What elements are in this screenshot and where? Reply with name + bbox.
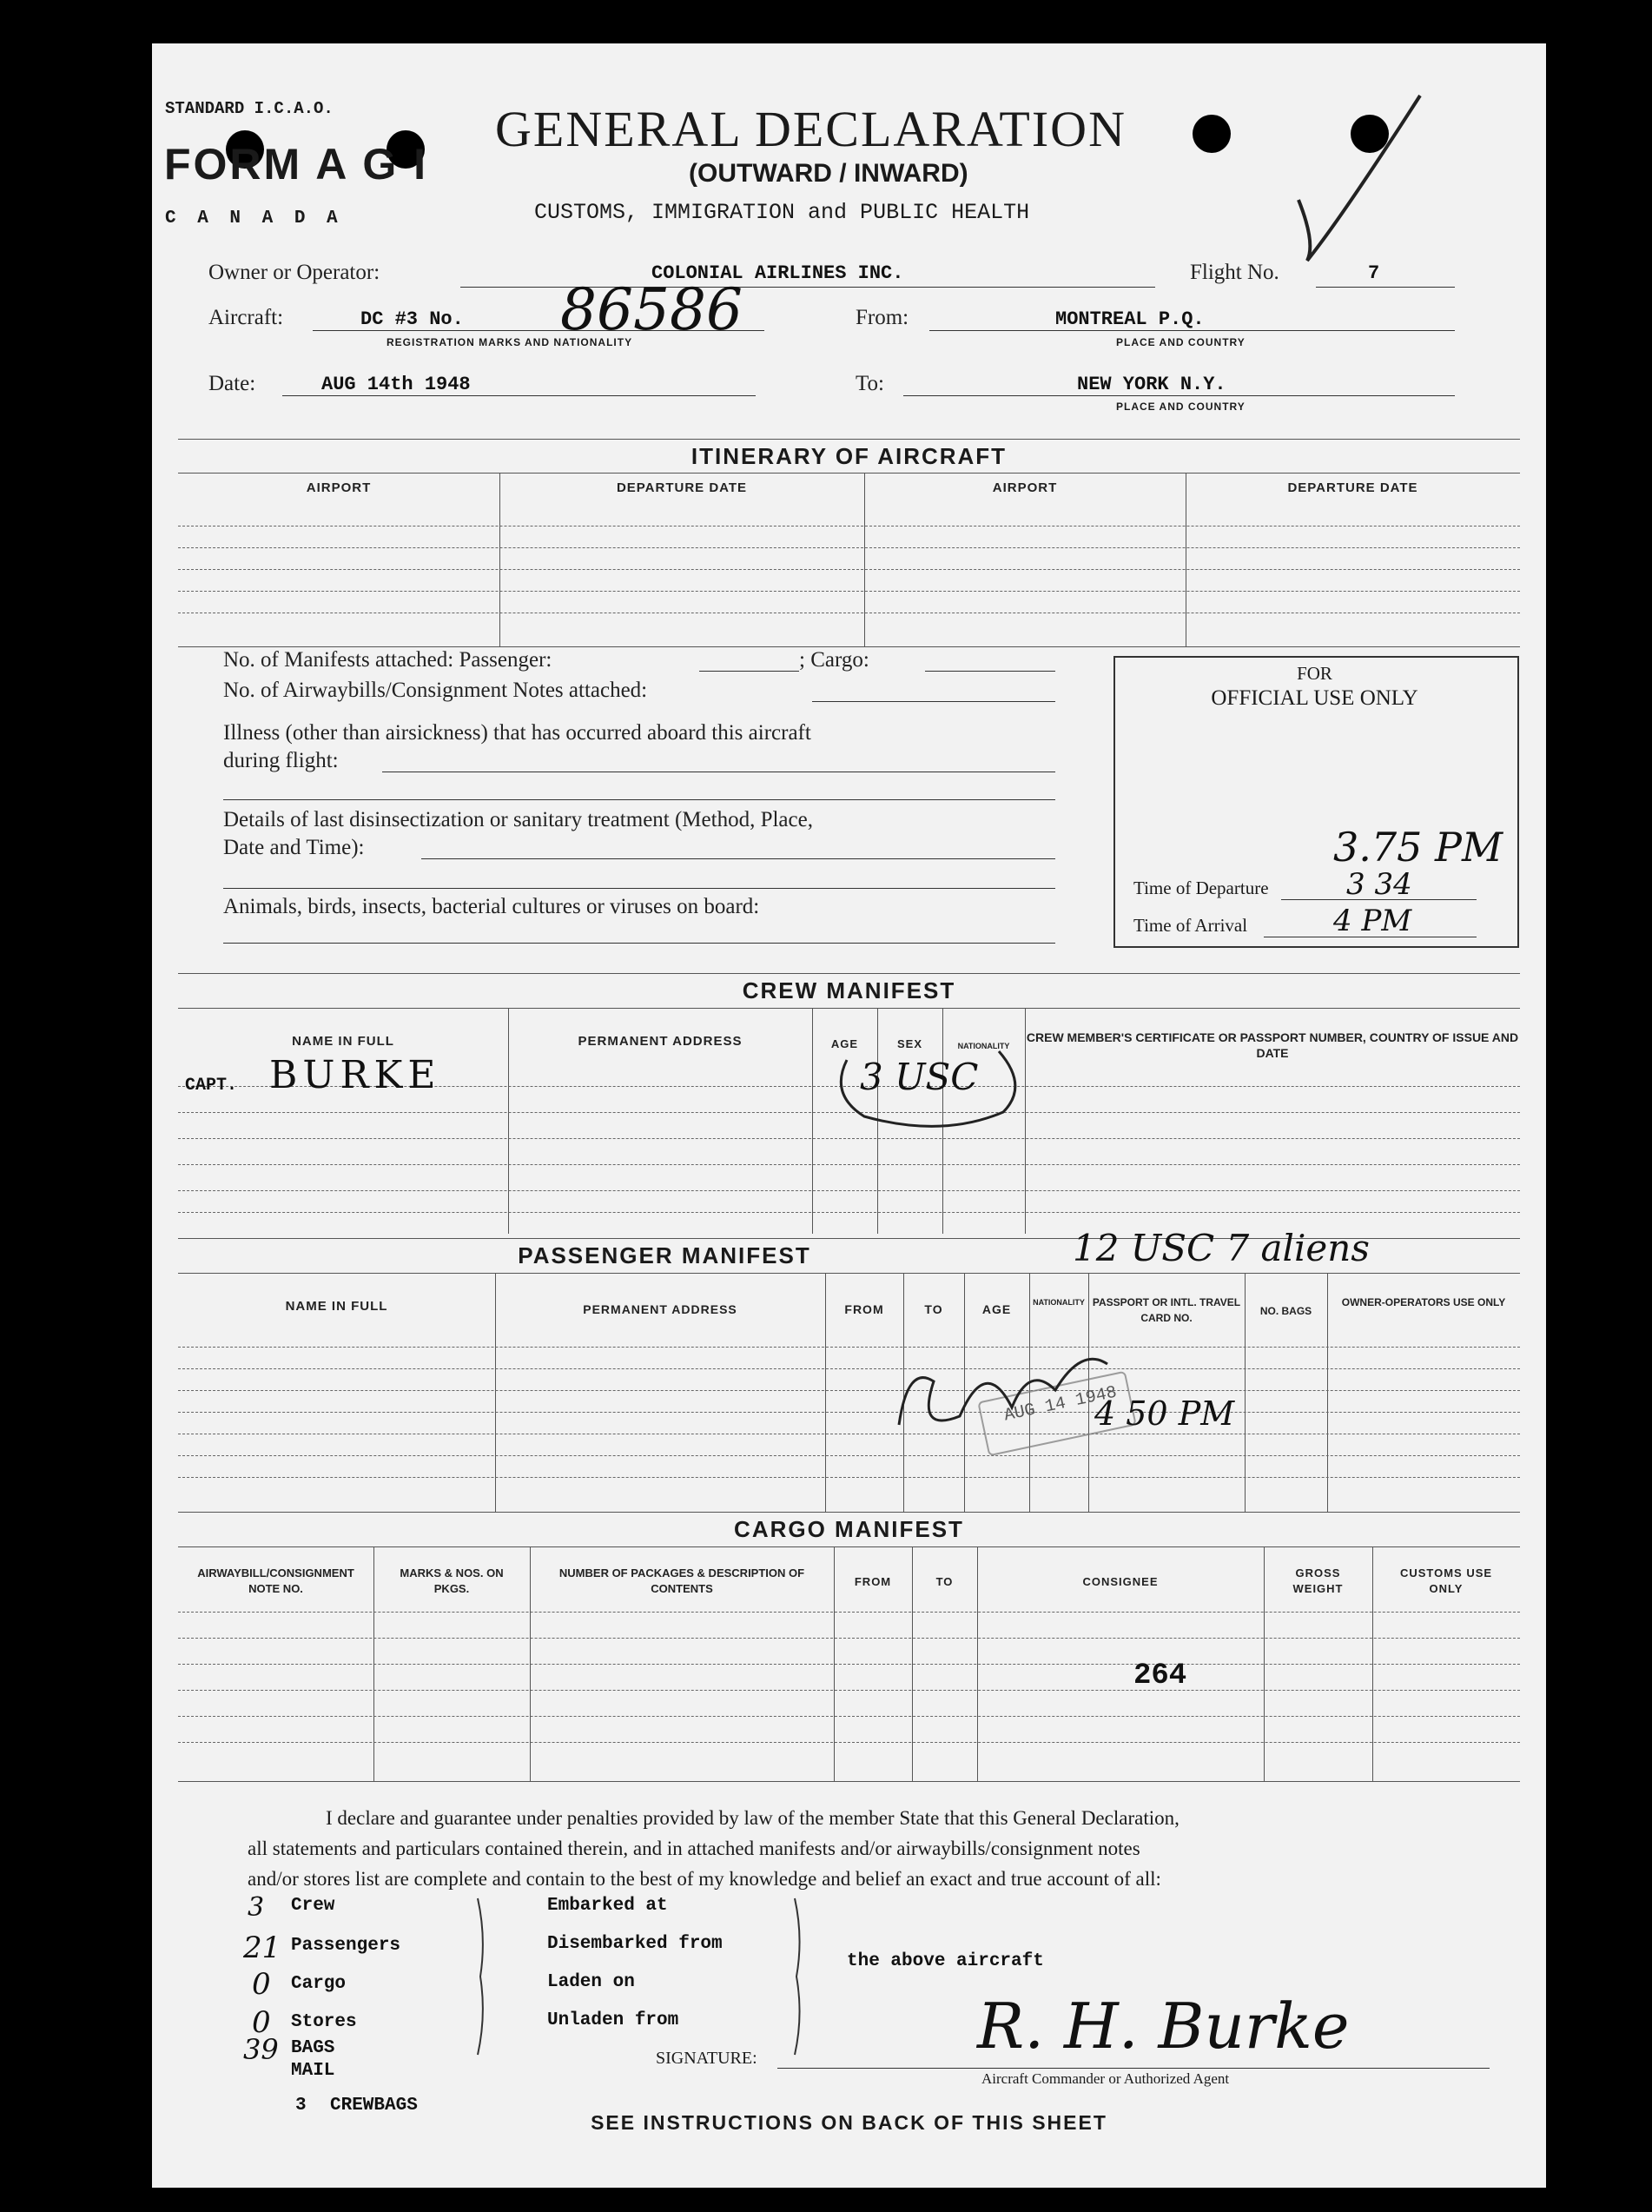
from-value: MONTREAL P.Q. [1055, 308, 1205, 330]
crew-label: Crew [291, 1896, 335, 1916]
country-label: C A N A D A [165, 209, 343, 228]
passenger-col-from: FROM [844, 1302, 884, 1316]
disembarked-label: Disembarked from [547, 1934, 723, 1954]
crew-count: 3 [248, 1892, 265, 1923]
left-brace-icon [473, 1894, 499, 2059]
crew-col-nationality: NATIONALITY [957, 1042, 1010, 1050]
date-label: Date: [208, 372, 256, 395]
crewbags-count: 3 [295, 2096, 307, 2116]
signature-value: R. H. Burke [977, 1990, 1350, 2063]
crew-col-age: AGE [830, 1037, 859, 1050]
passenger-col-nationality: NATIONALITY [1033, 1298, 1085, 1307]
passenger-col-bags: NO. BAGS [1259, 1305, 1312, 1317]
crew-col-address: PERMANENT ADDRESS [578, 1034, 743, 1049]
to-value: NEW YORK N.Y. [1077, 374, 1226, 395]
mail-label: MAIL [291, 2061, 335, 2081]
from-line [929, 330, 1455, 331]
passenger-col-age: AGE [981, 1302, 1012, 1316]
standard-label: STANDARD I.C.A.O. [165, 99, 334, 118]
aircraft-handwritten: 86586 [560, 276, 743, 343]
crew-col-certificate: CREW MEMBER'S CERTIFICATE OR PASSPORT NUMBER, COUNTRY OF ISSUE AND DATE [1026, 1030, 1519, 1060]
passenger-annotation: 12 USC 7 aliens [1073, 1227, 1370, 1269]
flight-value: 7 [1368, 262, 1380, 284]
passengers-label: Passengers [291, 1936, 401, 1956]
departure-time-label: Time of Departure [1133, 878, 1269, 898]
cargo-value: 264 [1133, 1659, 1187, 1692]
unladen-label: Unladen from [547, 2010, 679, 2030]
from-label: From: [856, 306, 909, 329]
signature-label: SIGNATURE: [656, 2049, 757, 2068]
crew-col-name: NAME IN FULL [292, 1034, 394, 1049]
to-label: To: [856, 372, 884, 395]
punch-hole [1193, 115, 1231, 153]
passenger-col-name: NAME IN FULL [285, 1299, 388, 1314]
direction-label: (OUTWARD / INWARD) [689, 159, 968, 188]
cargo-col-customs: CUSTOMS USE ONLY [1399, 1566, 1493, 1595]
cargo-col-to: TO [935, 1575, 954, 1588]
manifests-line-1a: No. of Manifests attached: Passenger: [223, 648, 552, 672]
aircraft-value: DC #3 No. [360, 308, 464, 330]
above-aircraft-label: the above aircraft [847, 1951, 1044, 1971]
bags-count: 39 [243, 2033, 279, 2066]
cargo-col-weight: GROSS WEIGHT [1292, 1566, 1344, 1595]
laden-label: Laden on [547, 1972, 635, 1992]
cargo-col-from: FROM [854, 1575, 892, 1588]
right-brace-icon [786, 1894, 812, 2059]
passenger-stamp-date: AUG 14 1948 [1002, 1382, 1119, 1427]
itinerary-col-departure-2: DEPARTURE DATE [1287, 480, 1418, 495]
flight-label: Flight No. [1190, 261, 1279, 284]
form-code: FORM A G I [164, 140, 429, 189]
passenger-col-passport: PASSPORT OR INTL. TRAVEL CARD NO. [1092, 1296, 1241, 1324]
flight-line [1316, 287, 1455, 288]
stores-count: 0 [252, 2005, 271, 2040]
cargo-col-airwaybill: AIRWAYBILL/CONSIGNMENT NOTE NO. [197, 1566, 354, 1595]
instructions-footer: SEE INSTRUCTIONS ON BACK OF THIS SHEET [591, 2111, 1107, 2134]
itinerary-col-airport-1: AIRPORT [306, 480, 372, 495]
crew-entry-name: BURKE [269, 1053, 441, 1097]
embarked-label: Embarked at [547, 1896, 668, 1916]
crew-col-sex: SEX [896, 1037, 922, 1050]
cargo-label: Cargo [291, 1974, 347, 1994]
signature-caption: Aircraft Commander or Authorized Agent [981, 2070, 1230, 2087]
cargo-title: CARGO MANIFEST [734, 1516, 964, 1542]
to-place-caption: PLACE AND COUNTRY [1116, 401, 1246, 413]
passengers-count: 21 [243, 1931, 281, 1965]
cargo-col-marks: MARKS & NOS. ON PKGS. [400, 1566, 504, 1595]
manifests-line-4b: Date and Time): [223, 836, 365, 859]
manifests-line-5: Animals, birds, insects, bacterial cultures or viruses on board: [223, 895, 760, 918]
cargo-count: 0 [252, 1967, 271, 2002]
official-for: FOR [1297, 663, 1332, 684]
official-handwritten-time: 3.75 PM [1333, 824, 1503, 871]
itinerary-col-departure-1: DEPARTURE DATE [616, 480, 748, 495]
declaration-line-2: all statements and particulars contained therein, and in attached manifests and/or airwaybills/consignment notes [248, 1838, 1140, 1859]
from-place-caption: PLACE AND COUNTRY [1116, 336, 1246, 348]
manifests-line-3b: during flight: [223, 749, 339, 772]
manifests-line-1b: ; Cargo: [799, 648, 869, 672]
official-only: OFFICIAL USE ONLY [1211, 686, 1418, 710]
declaration-line-3: and/or stores list are complete and contain to the best of my knowledge and belief an exact and true account of all: [248, 1868, 1161, 1890]
arrival-time-value: 4 PM [1333, 904, 1412, 938]
crewbags-label: CREWBAGS [330, 2096, 418, 2116]
aircraft-label: Aircraft: [208, 306, 284, 329]
date-line [282, 395, 756, 396]
bags-label: BAGS [291, 2038, 335, 2058]
form-title: GENERAL DECLARATION [495, 101, 1127, 157]
passenger-col-to: TO [924, 1302, 943, 1316]
crew-annotation: 3 USC [860, 1056, 979, 1098]
form-subtitle: CUSTOMS, IMMIGRATION and PUBLIC HEALTH [534, 200, 1030, 225]
date-value: AUG 14th 1948 [321, 374, 471, 395]
registration-caption: REGISTRATION MARKS AND NATIONALITY [387, 336, 633, 348]
passenger-stamp-time: 4 50 PM [1094, 1394, 1235, 1433]
stores-label: Stores [291, 2012, 357, 2032]
itinerary-col-airport-2: AIRPORT [992, 480, 1058, 495]
cargo-col-consignee: CONSIGNEE [1082, 1575, 1159, 1588]
crew-title: CREW MANIFEST [742, 977, 956, 1003]
to-line [903, 395, 1455, 396]
manifests-line-3: Illness (other than airsickness) that has occurred aboard this aircraft [223, 721, 811, 745]
check-mark-icon [1272, 70, 1429, 278]
declaration-line-1: I declare and guarantee under penalties provided by law of the member State that this General Declaration, [326, 1807, 1180, 1829]
owner-label: Owner or Operator: [208, 261, 380, 284]
owner-value: COLONIAL AIRLINES INC. [651, 262, 904, 284]
crew-annotation-circle [829, 1034, 1038, 1138]
passenger-col-address: PERMANENT ADDRESS [583, 1302, 737, 1316]
cargo-col-packages: NUMBER OF PACKAGES & DESCRIPTION OF CONTENTS [558, 1566, 805, 1595]
arrival-time-label: Time of Arrival [1133, 915, 1248, 936]
departure-time-value: 3 34 [1346, 867, 1412, 902]
itinerary-title: ITINERARY OF AIRCRAFT [691, 443, 1008, 469]
declaration-form [152, 43, 1546, 2188]
crew-entry-prefix: CAPT. [185, 1076, 238, 1096]
passenger-col-owner: OWNER-OPERATORS USE ONLY [1341, 1296, 1506, 1308]
passenger-title: PASSENGER MANIFEST [518, 1242, 811, 1268]
manifests-line-4: Details of last disinsectization or sanitary treatment (Method, Place, [223, 808, 813, 831]
manifests-line-2: No. of Airwaybills/Consignment Notes attached: [223, 679, 648, 702]
